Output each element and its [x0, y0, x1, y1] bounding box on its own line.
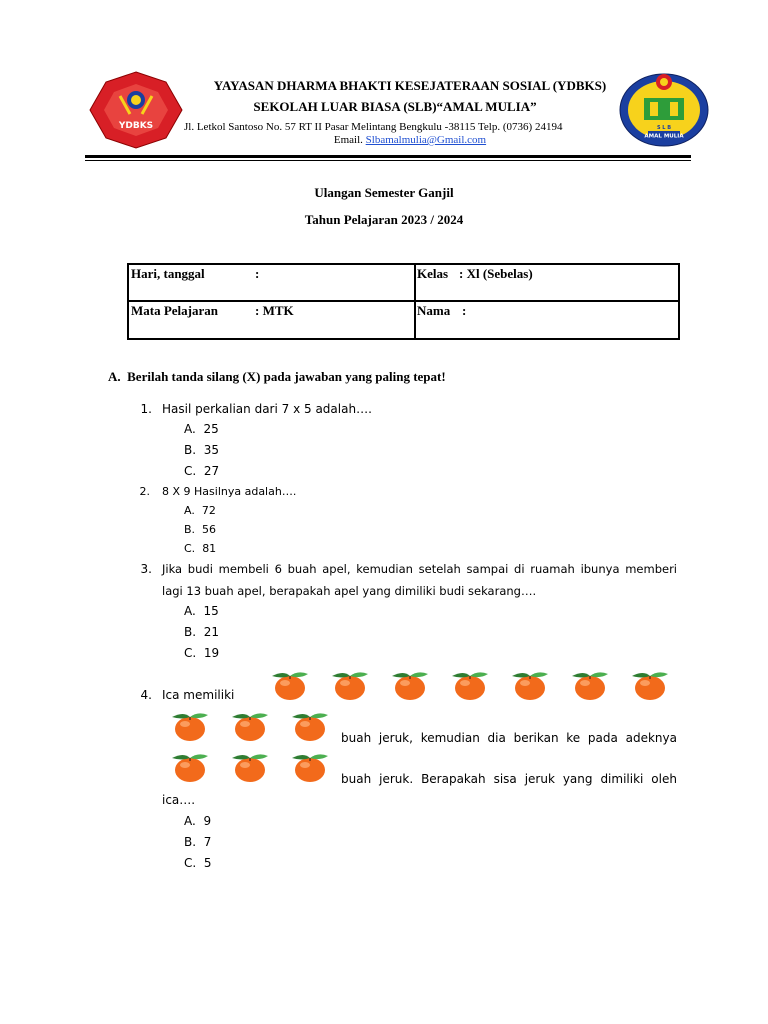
- question-4-text-mid: [341, 731, 677, 745]
- day-value[interactable]: :: [255, 266, 260, 281]
- class-label: Kelas: [417, 266, 449, 281]
- word: Berapakah: [421, 772, 486, 786]
- word: buah: [341, 772, 372, 786]
- q4-option-c[interactable]: [184, 856, 211, 870]
- word: pada: [587, 731, 618, 745]
- ydbks-logo: [88, 70, 184, 150]
- orange-icon: [564, 670, 612, 702]
- option-value: 7: [203, 835, 212, 849]
- option-letter: A.: [184, 604, 196, 618]
- question-1-text: Hasil perkalian dari 7 x 5 adalah….: [162, 402, 372, 416]
- orange-icon: [224, 711, 272, 743]
- option-letter: B.: [184, 625, 197, 639]
- option-value: 27: [203, 464, 220, 478]
- student-info-table: [127, 263, 680, 340]
- q3-option-b[interactable]: [184, 625, 219, 639]
- foundation-name: YAYASAN DHARMA BHAKTI KESEJATERAAN SOSIAL (YDBKS): [213, 78, 607, 93]
- question-2-number: 2.: [139, 485, 150, 498]
- day-label: Hari, tanggal: [131, 266, 205, 281]
- word: kemudian: [420, 731, 480, 745]
- orange-icon: [284, 752, 332, 784]
- option-value: 35: [203, 443, 219, 457]
- email-link[interactable]: Slbamalmulia@Gmail.com: [365, 134, 487, 146]
- option-letter: C.: [184, 646, 197, 660]
- q1-option-c[interactable]: [184, 464, 219, 478]
- option-letter: A.: [184, 504, 195, 517]
- q3-option-c[interactable]: [184, 646, 219, 660]
- option-value: 81: [202, 542, 217, 555]
- q2-option-a[interactable]: [184, 504, 216, 517]
- slb-logo-letters: S L B: [656, 125, 672, 131]
- word: buah: [341, 731, 372, 745]
- q3-option-a[interactable]: [184, 604, 219, 618]
- name-label: Nama: [417, 303, 451, 318]
- orange-icon: [264, 670, 312, 702]
- question-4-text-start: Ica memiliki: [162, 688, 235, 702]
- section-instruction: Berilah tanda silang (X) pada jawaban yang paling tepat!: [127, 369, 446, 384]
- option-letter: C.: [184, 542, 196, 555]
- option-value: 5: [203, 856, 212, 870]
- option-letter: C.: [184, 464, 197, 478]
- option-value: 21: [203, 625, 219, 639]
- option-letter: A.: [184, 422, 196, 436]
- option-value: 72: [201, 504, 216, 517]
- name-value[interactable]: :: [462, 303, 467, 318]
- school-name: SEKOLAH LUAR BIASA (SLB)“AMAL MULIA”: [253, 99, 537, 114]
- word: oleh: [651, 772, 677, 786]
- exam-title: Ulangan Semester Ganjil: [314, 185, 454, 200]
- q1-option-a[interactable]: [184, 422, 219, 436]
- word: yang: [562, 772, 593, 786]
- question-4-number: 4.: [140, 688, 152, 702]
- orange-icon: [624, 670, 672, 702]
- word: jeruk,: [378, 731, 413, 745]
- word: jeruk: [524, 772, 555, 786]
- word: berikan: [513, 731, 559, 745]
- class-value: : Xl (Sebelas): [459, 266, 533, 281]
- subject-value: : MTK: [255, 303, 294, 318]
- q2-option-c[interactable]: [184, 542, 216, 555]
- word: dimiliki: [600, 772, 644, 786]
- word: ke: [566, 731, 581, 745]
- orange-icon: [504, 670, 552, 702]
- question-3-text-line-1: Jika budi membeli 6 buah apel, kemudian setelah sampai di ruamah ibunya memberi: [162, 562, 677, 576]
- orange-icon: [324, 670, 372, 702]
- option-value: 25: [203, 422, 219, 436]
- q1-option-b[interactable]: [184, 443, 219, 457]
- option-letter: A.: [184, 814, 196, 828]
- ydbks-logo-text: YDBKS: [118, 121, 154, 131]
- header-rule-thin: [85, 160, 691, 161]
- q4-option-a[interactable]: [184, 814, 211, 828]
- section-letter: A.: [108, 369, 121, 384]
- table-divider-horizontal: [129, 300, 678, 302]
- subject-label: Mata Pelajaran: [131, 303, 219, 318]
- q4-option-b[interactable]: [184, 835, 211, 849]
- slb-logo-text: AMAL MULIA: [644, 133, 684, 140]
- question-2-text: 8 X 9 Hasilnya adalah….: [162, 485, 297, 498]
- q2-option-b[interactable]: [184, 523, 216, 536]
- option-letter: B.: [184, 523, 196, 536]
- orange-icon: [284, 711, 332, 743]
- option-value: 15: [203, 604, 219, 618]
- section-a-heading: [108, 369, 446, 385]
- option-letter: B.: [184, 443, 197, 457]
- word: sisa: [493, 772, 517, 786]
- option-letter: C.: [184, 856, 197, 870]
- email-label: Email.: [333, 134, 363, 146]
- question-3-number: 3.: [140, 562, 152, 576]
- option-value: 9: [203, 814, 212, 828]
- question-1-number: 1.: [140, 402, 152, 416]
- option-value: 56: [202, 523, 217, 536]
- option-letter: B.: [184, 835, 197, 849]
- school-email-line: [250, 134, 570, 146]
- question-4-text-tail: ica….: [162, 793, 196, 807]
- school-address: Jl. Letkol Santoso No. 57 RT II Pasar Melintang Bengkulu -38115 Telp. (0736) 24194: [184, 121, 563, 133]
- orange-icon: [444, 670, 492, 702]
- question-4-text-end: [341, 772, 677, 786]
- orange-icon: [224, 752, 272, 784]
- word: dia: [487, 731, 506, 745]
- orange-icon: [164, 752, 212, 784]
- word: adeknya: [625, 731, 677, 745]
- word: jeruk.: [379, 772, 414, 786]
- question-3-text-line-2: lagi 13 buah apel, berapakah apel yang dimiliki budi sekarang….: [162, 584, 537, 598]
- orange-icon: [164, 711, 212, 743]
- exam-year: Tahun Pelajaran 2023 / 2024: [304, 212, 464, 227]
- header-rule-thick: [85, 155, 691, 158]
- option-value: 19: [203, 646, 220, 660]
- orange-icon: [384, 670, 432, 702]
